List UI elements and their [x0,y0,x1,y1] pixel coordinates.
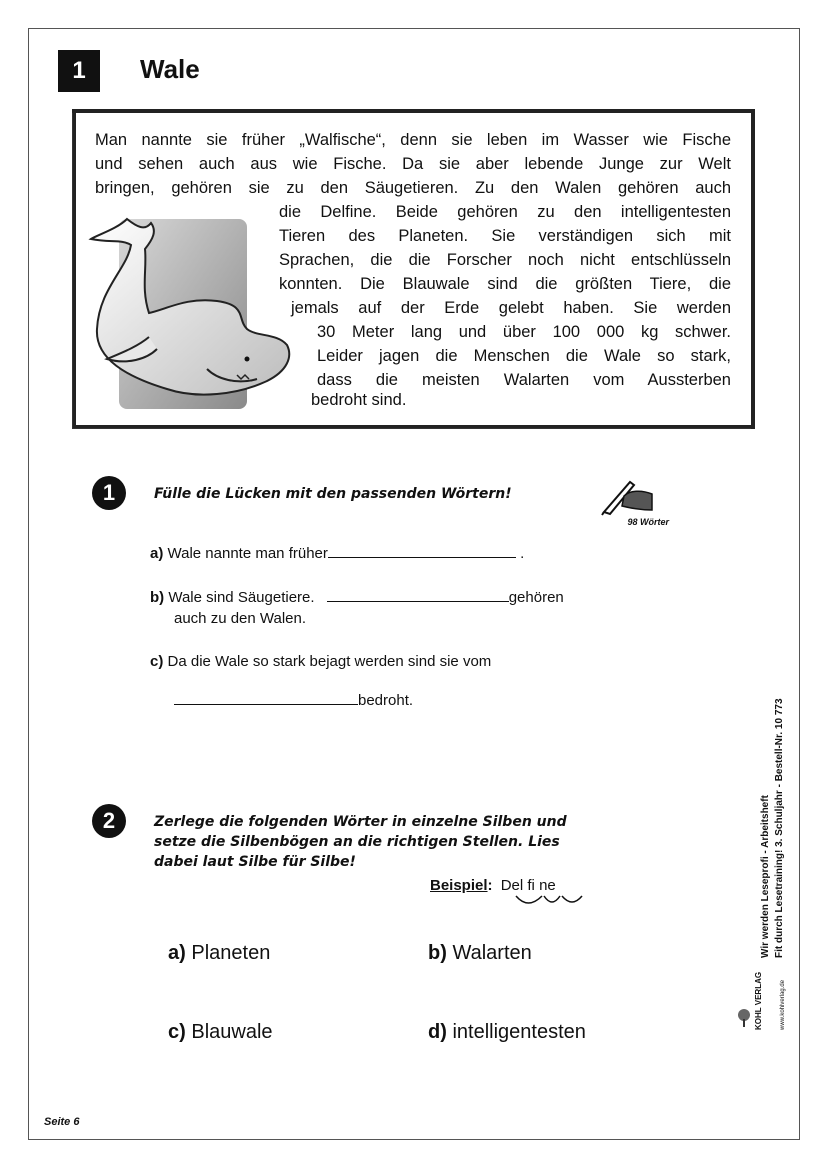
publisher-name: KOHL VERLAG [754,971,763,1030]
question-text: Wale sind Säugetiere. [168,589,315,606]
chapter-number: 1 [58,50,100,92]
item-word: Planeten [191,942,271,964]
text-line: Leider jagen die Menschen die Wale so stark, [317,347,731,365]
example-syllable: ne [539,877,556,894]
example-colon: : [487,877,493,894]
side-text-2: Fit durch Lesetraining! 3. Schuljahr - Bestell-Nr. 10 773 [774,698,785,958]
writing-hand-icon [600,476,656,516]
example-syllable: Del [500,877,524,894]
question-c-line2 [174,690,413,711]
word-count: 98 Wörter [627,517,669,527]
word-item-d [428,1021,586,1044]
question-after: bedroht. [358,692,414,709]
word-item-b [428,942,532,965]
answer-blank[interactable] [328,543,516,558]
text-line: 30 Meter lang und über 100 000 kg schwer. [317,323,731,341]
item-word: Walarten [452,942,532,964]
text-line: bringen, gehören sie zu den Säugetieren. Zu den Walen gehören auch [95,179,731,197]
answer-blank[interactable] [327,587,509,602]
question-label: c) [150,653,164,670]
question-label: a) [150,545,164,562]
whale-illustration [87,209,297,419]
instruction-line: dabei laut Silbe für Silbe! [154,854,356,870]
task-number-badge: 2 [92,804,126,838]
task-number-badge: 1 [92,476,126,510]
question-b-line2: auch zu den Walen. [174,610,307,627]
side-text-1: Wir werden Leseprofi - Arbeitsheft [760,795,771,958]
publisher-url: www.kohlverlag.de [780,979,786,1030]
syllable-arcs [514,894,586,908]
question-c [150,652,491,672]
item-label: d) [428,1021,447,1043]
question-after: gehören [508,589,564,606]
text-line: die Delfine. Beide gehören zu den intelligentesten [279,203,731,221]
text-line: Man nannte sie früher „Walfische“, denn sie leben im Wasser wie Fische [95,131,731,149]
question-a [150,543,524,564]
question-b [150,587,564,608]
text-line: Sprachen, die die Forscher noch nicht entschlüsseln [279,251,731,269]
page-title: Wale [140,54,200,84]
text-line: konnten. Die Blauwale sind die größten Tiere, die [279,275,731,293]
text-line: Tieren des Planeten. Sie verständigen sich mit [279,227,731,245]
instruction-line: setze die Silbenbögen an die richtigen Stellen. Lies [154,834,560,850]
task-instruction [154,812,567,872]
page-number: Seite 6 [44,1116,80,1128]
item-word: Blauwale [191,1021,273,1043]
task-instruction: Fülle die Lücken mit den passenden Wörtern! [154,486,512,502]
item-label: a) [168,942,186,964]
text-line: bedroht sind. [311,391,407,409]
item-label: c) [168,1021,186,1043]
word-item-c [168,1021,273,1044]
question-end: . [520,545,525,562]
example [430,876,556,896]
text-line: dass die meisten Walarten vom Aussterben [317,371,731,389]
question-text: Wale nannte man früher [167,545,328,562]
example-label: Beispiel [430,877,488,894]
item-label: b) [428,942,447,964]
answer-blank[interactable] [174,690,358,705]
publisher-logo-icon [736,1008,752,1028]
question-text: Da die Wale so stark bejagt werden sind sie vom [167,653,492,670]
item-word: intelligentesten [452,1021,586,1043]
example-syllable: fi [527,877,535,894]
word-item-a [168,942,270,965]
text-line: und sehen auch aus wie Fische. Da sie aber lebende Junge zur Welt [95,155,731,173]
question-label: b) [150,589,165,606]
instruction-line: Zerlege die folgenden Wörter in einzelne Silben und [154,814,567,830]
text-line: jemals auf der Erde gelebt haben. Sie werden [291,299,731,317]
